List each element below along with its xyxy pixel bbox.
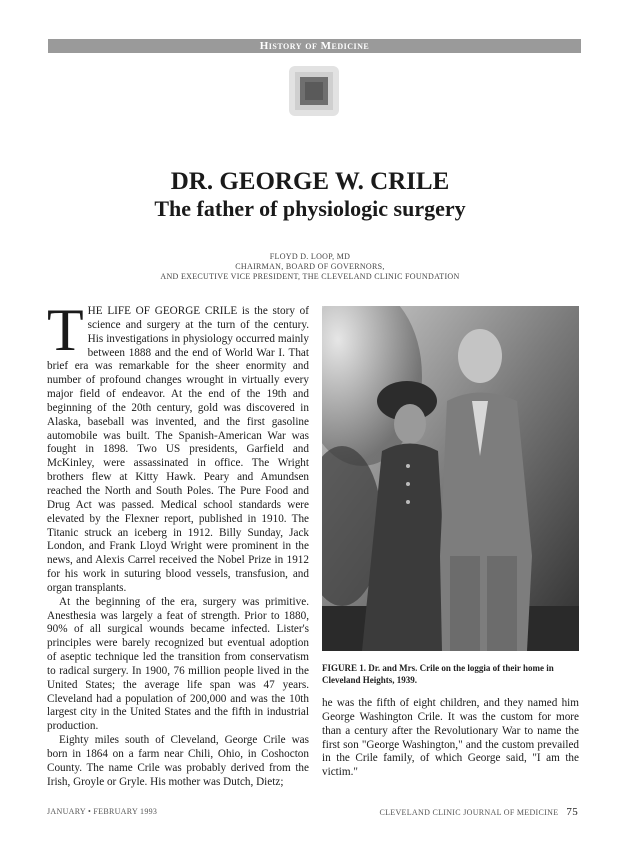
left-column bbox=[47, 297, 309, 790]
journal-name: CLEVELAND CLINIC JOURNAL OF MEDICINE bbox=[379, 808, 559, 817]
drop-cap: T bbox=[47, 297, 84, 363]
article-subtitle: The father of physiologic surgery bbox=[154, 196, 466, 221]
paragraph-4: he was the fifth of eight children, and they named him George Washington Crile. It was the custom for more than a century after the Revolutionary War to name the first son "George Washington," and the custom prevailed in the Crile family, of which George said, "I am the victim." bbox=[322, 697, 579, 779]
footer-journal bbox=[379, 806, 578, 819]
page-number: 75 bbox=[566, 806, 578, 818]
author-name: FLOYD D. LOOP, MD bbox=[269, 252, 351, 261]
crile-photo bbox=[322, 306, 579, 651]
lead-in: HE LIFE OF GEORGE CRILE bbox=[87, 305, 238, 317]
author-affiliation-2: AND EXECUTIVE VICE PRESIDENT, THE CLEVELAND CLINIC FOUNDATION bbox=[160, 272, 460, 281]
byline bbox=[0, 252, 620, 282]
figure-caption: FIGURE 1. Dr. and Mrs. Crile on the loggia of their home in Cleveland Heights, 1939. bbox=[322, 663, 554, 685]
right-column bbox=[322, 697, 579, 780]
journal-logo-icon bbox=[289, 66, 339, 116]
paragraph-1: THE LIFE OF GEORGE CRILE is the story of science and surgery at the turn of the century. His investigations in physiology occurred mainly between 1888 and the end of World War I. That brief era was remarkable for the sheer enormity and number of profound changes wrought in virtually every major field of endeavor. At the end of the 19th and beginning of the 20th century, gold was discovered in Alaska, baseball was invented, and the first gasoline automobile was built. The Spanish-American War was fought in 1898. Two US presidents, Garfield and McKinley, were assassinated in office. The Wright brothers flew at Kitty Hawk. Peary and Amundsen reached the North and South Poles. The Pure Food and Drug Act was passed. Medical school standards were elevated by the Flexner report, published in 1910. The Titanic struck an iceberg in 1912. Billy Sunday, Jack London, and Frank Lloyd Wright were prominent in the news, and Alexis Carrel received the Nobel Prize in 1912 for his work in suturing blood vessels, transfusion, and organ transplants. bbox=[47, 297, 309, 594]
paragraph-2: At the beginning of the era, surgery was primitive. Anesthesia was largely a feat of strength. Prior to 1880, 90% of all surgical wounds became infected. Lister's principles were barely recognized but eventual adoption of aseptic technique led the transition from conservatism to radical surgery. In 1900, 76 million people lived in the United States; the average life span was 47 years. Cleveland had a population of 200,000 and was the 10th largest city in the United States and the fifth in industrial production. bbox=[47, 595, 309, 733]
author-affiliation-1: CHAIRMAN, BOARD OF GOVERNORS, bbox=[235, 262, 385, 271]
article-title: DR. GEORGE W. CRILE bbox=[170, 168, 450, 195]
footer-issue: JANUARY • FEBRUARY 1993 bbox=[47, 807, 158, 816]
section-banner: History of Medicine bbox=[48, 39, 581, 53]
paragraph-3: Eighty miles south of Cleveland, George Crile was born in 1864 on a farm near Chili, Ohio, in Coshocton County. The name Crile was probably derived from the Irish, Groyle or Gryle. His mother was Dutch, Dietz; bbox=[47, 734, 309, 788]
